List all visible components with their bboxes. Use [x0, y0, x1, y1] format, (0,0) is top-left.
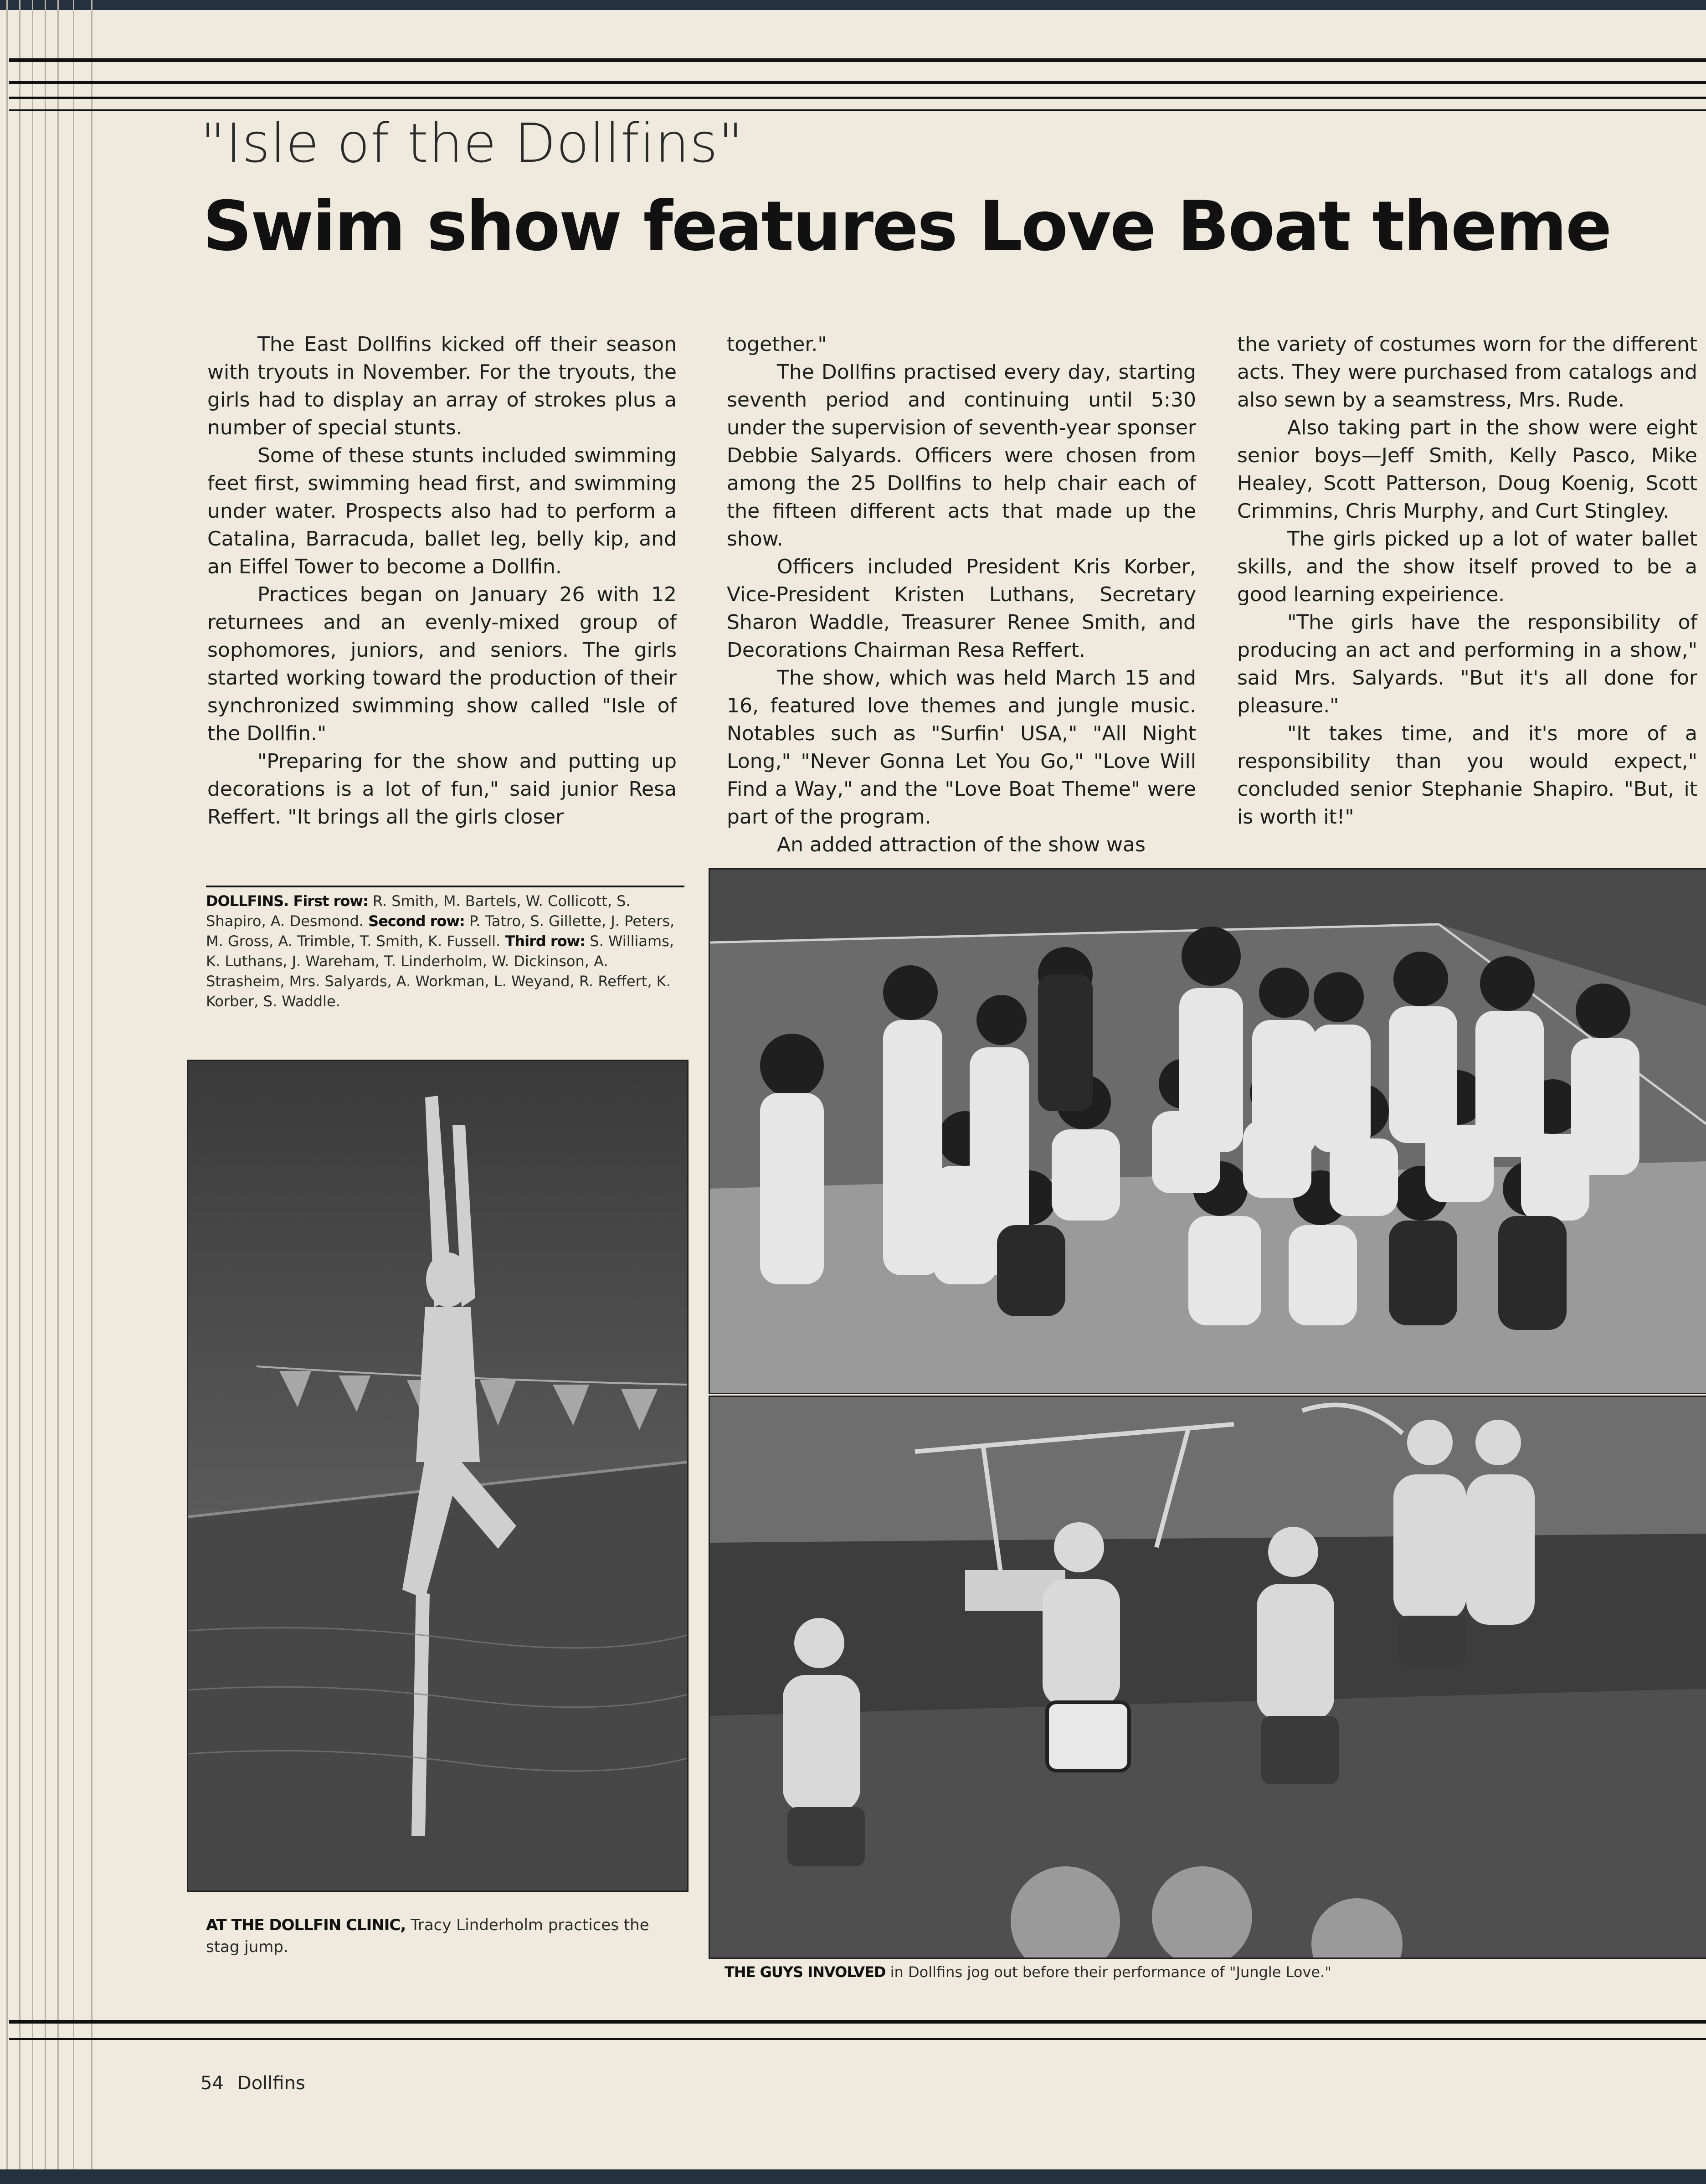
caption-lead: AT THE DOLLFIN CLINIC, [206, 1916, 406, 1934]
top-rule-3 [9, 97, 1706, 99]
text-column-2 [727, 330, 1196, 859]
top-rule-4 [9, 109, 1706, 111]
column1-paragraph: Practices began on January 26 with 12 returnees and an evenly-mixed group of sophomores, juniors, and seniors. The girls started working toward the production of their synchronized swimming show called "Isle of the Dollfin." [207, 583, 677, 745]
article-headline: Swim show features Love Boat theme [203, 187, 1611, 266]
scan-bottom-edge [0, 2169, 1706, 2184]
article-kicker: "Isle of the Dollfins" [200, 112, 744, 175]
top-rule-2 [9, 81, 1706, 84]
caption-row-label: Third row: [505, 932, 586, 950]
page-number: 54 [200, 2073, 224, 2094]
column3-paragraph: The girls picked up a lot of water ballet skills, and the show itself proved to be a good learning expeirience. [1237, 527, 1697, 606]
scan-top-edge [0, 0, 1706, 10]
caption-row-names: R. Smith, M. Bartels, W. Collicott, S. Shapiro, A. Desmond. [206, 892, 631, 930]
diver-photo-caption [206, 1914, 684, 1958]
guys-photo-caption [725, 1962, 1362, 1982]
caption-text: in Dollfins jog out before their performance of "Jungle Love." [890, 1963, 1331, 1981]
bottom-rule-1 [9, 2020, 1706, 2024]
guys-photo-image [710, 1397, 1706, 1957]
caption-rule [206, 886, 684, 887]
caption-row-names: P. Tatro, S. Gillette, J. Peters, M. Gross, A. Trimble, T. Smith, K. Fussell. [206, 912, 675, 950]
caption-text: Tracy Linderholm practices the stag jump. [206, 1916, 649, 1956]
group-photo-caption [206, 891, 684, 1011]
column2-paragraph: The show, which was held March 15 and 16, featured love themes and jungle music. Notables such as "Surfin' USA," "All Night Long," "Never Gonna Let You Go," "Love Will Find a Way," and the "Love Boat Theme" were part of the program. [727, 666, 1196, 829]
column3-paragraph: Also taking part in the show were eight senior boys—Jeff Smith, Kelly Pasco, Mike Healey, Scott Patterson, Doug Koenig, Scott Crimmins, Chris Murphy, and Curt Stingley. [1237, 416, 1697, 523]
page-folio [200, 2073, 305, 2094]
column3-paragraph: "It takes time, and it's more of a responsibility than you would expect," concluded senior Stephanie Shapiro. "But, it is worth it!" [1237, 722, 1697, 829]
text-column-3 [1237, 330, 1697, 831]
page-edge-stack [0, 0, 96, 2184]
column2-paragraph: An added attraction of the show was [777, 833, 1146, 856]
section-name: Dollfins [237, 2073, 305, 2094]
bottom-rule-2 [9, 2038, 1706, 2040]
group-photo [709, 868, 1706, 1394]
caption-lead: DOLLFINS. [206, 892, 289, 910]
column1-paragraph: "Preparing for the show and putting up decorations is a lot of fun," said junior Resa Reffert. "It brings all the girls closer [207, 750, 677, 829]
column2-paragraph: The Dollfins practised every day, starting seventh period and continuing until 5:30 under the supervision of seventh-year sponser Debbie Salyards. Officers were chosen from among the 25 Dollfins to help chair each of the fifteen different acts that made up the show. [727, 361, 1196, 551]
text-column-1 [207, 330, 677, 831]
group-photo-image [710, 870, 1706, 1393]
column3-paragraph: "The girls have the responsibility of producing an act and performing in a show," said Mrs. Salyards. "But it's all done for pleasure." [1237, 611, 1697, 717]
caption-row-label: First row: [293, 892, 368, 910]
caption-lead: THE GUYS INVOLVED [725, 1963, 886, 1981]
guys-photo [709, 1396, 1706, 1959]
diver-photo-image [188, 1061, 687, 1890]
diver-photo [187, 1060, 689, 1892]
caption-row-label: Second row: [368, 912, 465, 930]
column2-paragraph: Officers included President Kris Korber, Vice-President Kristen Luthans, Secretary Sharon Waddle, Treasurer Renee Smith, and Decorations Chairman Resa Reffert. [727, 555, 1196, 662]
column2-paragraph: together." [727, 333, 827, 356]
caption-row-names: S. Williams, K. Luthans, J. Wareham, T. Linderholm, W. Dickinson, A. Strasheim, Mrs. Salyards, A. Workman, L. Weyand, R. Reffert, K. Korber, S. Waddle. [206, 932, 674, 1010]
column1-paragraph: The East Dollfins kicked off their season with tryouts in November. For the tryouts, the girls had to display an array of strokes plus a number of special stunts. [207, 333, 677, 439]
column3-paragraph: the variety of costumes worn for the different acts. They were purchased from catalogs and also sewn by a seamstress, Mrs. Rude. [1237, 333, 1697, 412]
column1-paragraph: Some of these stunts included swimming feet first, swimming head first, and swimming under water. Prospects also had to perform a Catalina, Barracuda, ballet leg, belly kip, and an Eiffel Tower to become a Dollfin. [207, 444, 677, 578]
top-rule-1 [9, 58, 1706, 62]
